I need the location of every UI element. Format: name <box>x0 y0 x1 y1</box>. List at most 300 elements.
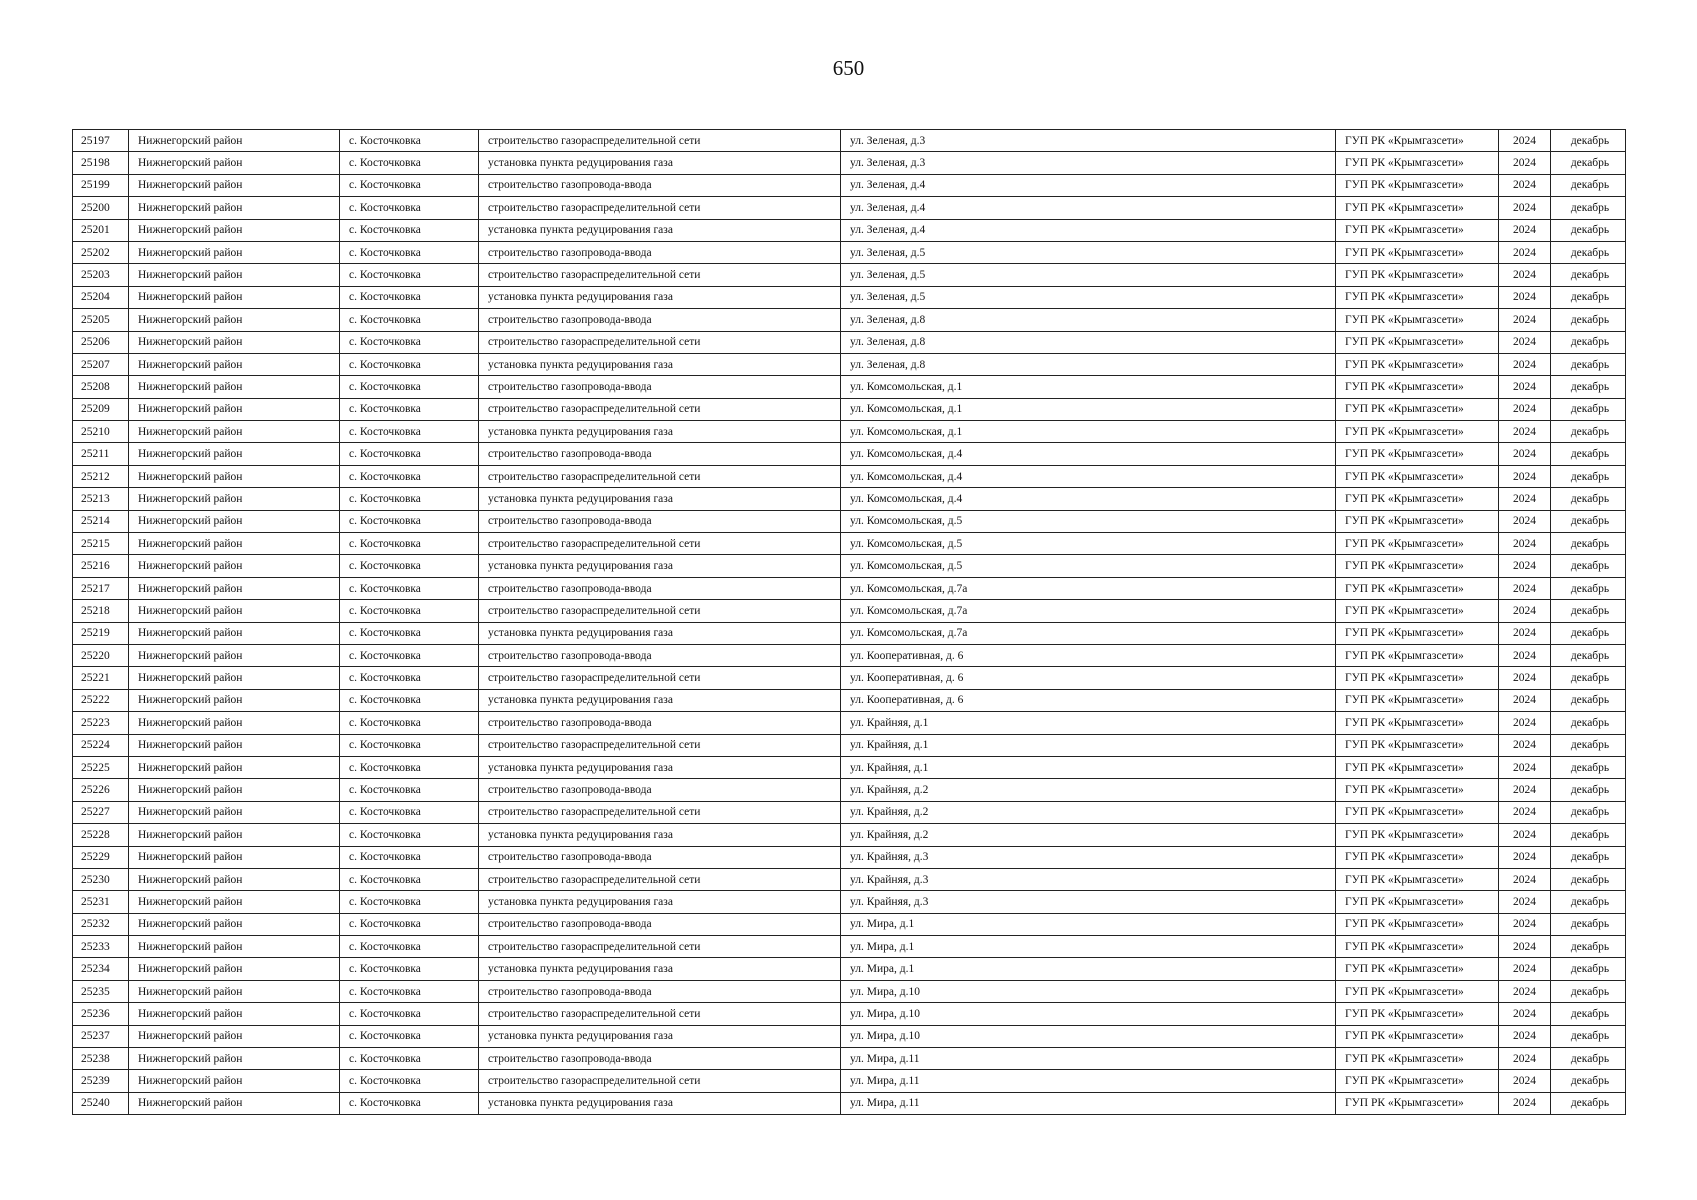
district-cell: Нижнегорский район <box>129 868 340 890</box>
district-cell: Нижнегорский район <box>129 219 340 241</box>
month-cell: декабрь <box>1551 577 1626 599</box>
district-cell: Нижнегорский район <box>129 577 340 599</box>
organization-cell: ГУП РК «Крымгазсети» <box>1336 1092 1499 1114</box>
year-cell: 2024 <box>1499 1070 1551 1092</box>
work-type-cell: строительство газопровода-ввода <box>479 846 841 868</box>
district-cell: Нижнегорский район <box>129 980 340 1002</box>
month-cell: декабрь <box>1551 488 1626 510</box>
work-type-cell: строительство газопровода-ввода <box>479 174 841 196</box>
district-cell: Нижнегорский район <box>129 779 340 801</box>
month-cell: декабрь <box>1551 376 1626 398</box>
year-cell: 2024 <box>1499 712 1551 734</box>
row-number-cell: 25225 <box>73 756 129 778</box>
month-cell: декабрь <box>1551 510 1626 532</box>
address-cell: ул. Зеленая, д.3 <box>841 130 1336 152</box>
organization-cell: ГУП РК «Крымгазсети» <box>1336 734 1499 756</box>
table-row <box>73 398 1626 420</box>
table-row <box>73 443 1626 465</box>
month-cell: декабрь <box>1551 644 1626 666</box>
settlement-cell: с. Косточковка <box>340 779 479 801</box>
row-number-cell: 25220 <box>73 644 129 666</box>
district-cell: Нижнегорский район <box>129 241 340 263</box>
organization-cell: ГУП РК «Крымгазсети» <box>1336 958 1499 980</box>
month-cell: декабрь <box>1551 555 1626 577</box>
work-type-cell: установка пункта редуцирования газа <box>479 555 841 577</box>
address-cell: ул. Комсомольская, д.5 <box>841 555 1336 577</box>
district-cell: Нижнегорский район <box>129 398 340 420</box>
year-cell: 2024 <box>1499 376 1551 398</box>
year-cell: 2024 <box>1499 824 1551 846</box>
address-cell: ул. Мира, д.11 <box>841 1048 1336 1070</box>
settlement-cell: с. Косточковка <box>340 801 479 823</box>
row-number-cell: 25239 <box>73 1070 129 1092</box>
table-row <box>73 152 1626 174</box>
address-cell: ул. Крайняя, д.2 <box>841 779 1336 801</box>
row-number-cell: 25199 <box>73 174 129 196</box>
address-cell: ул. Комсомольская, д.1 <box>841 421 1336 443</box>
year-cell: 2024 <box>1499 1025 1551 1047</box>
settlement-cell: с. Косточковка <box>340 1025 479 1047</box>
month-cell: декабрь <box>1551 734 1626 756</box>
row-number-cell: 25202 <box>73 241 129 263</box>
year-cell: 2024 <box>1499 197 1551 219</box>
work-type-cell: установка пункта редуцирования газа <box>479 891 841 913</box>
organization-cell: ГУП РК «Крымгазсети» <box>1336 555 1499 577</box>
settlement-cell: с. Косточковка <box>340 1048 479 1070</box>
work-type-cell: строительство газораспределительной сети <box>479 734 841 756</box>
address-cell: ул. Комсомольская, д.4 <box>841 443 1336 465</box>
row-number-cell: 25218 <box>73 600 129 622</box>
district-cell: Нижнегорский район <box>129 197 340 219</box>
table-row <box>73 577 1626 599</box>
organization-cell: ГУП РК «Крымгазсети» <box>1336 936 1499 958</box>
organization-cell: ГУП РК «Крымгазсети» <box>1336 219 1499 241</box>
row-number-cell: 25235 <box>73 980 129 1002</box>
row-number-cell: 25234 <box>73 958 129 980</box>
year-cell: 2024 <box>1499 868 1551 890</box>
organization-cell: ГУП РК «Крымгазсети» <box>1336 264 1499 286</box>
organization-cell: ГУП РК «Крымгазсети» <box>1336 488 1499 510</box>
district-cell: Нижнегорский район <box>129 756 340 778</box>
district-cell: Нижнегорский район <box>129 667 340 689</box>
organization-cell: ГУП РК «Крымгазсети» <box>1336 510 1499 532</box>
address-cell: ул. Зеленая, д.5 <box>841 286 1336 308</box>
work-type-cell: строительство газопровода-ввода <box>479 241 841 263</box>
table-row <box>73 891 1626 913</box>
organization-cell: ГУП РК «Крымгазсети» <box>1336 577 1499 599</box>
address-cell: ул. Зеленая, д.8 <box>841 331 1336 353</box>
table-row <box>73 533 1626 555</box>
year-cell: 2024 <box>1499 443 1551 465</box>
address-cell: ул. Крайняя, д.1 <box>841 734 1336 756</box>
row-number-cell: 25208 <box>73 376 129 398</box>
address-cell: ул. Зеленая, д.8 <box>841 353 1336 375</box>
year-cell: 2024 <box>1499 980 1551 1002</box>
table-row <box>73 331 1626 353</box>
table-row <box>73 555 1626 577</box>
month-cell: декабрь <box>1551 174 1626 196</box>
year-cell: 2024 <box>1499 241 1551 263</box>
month-cell: декабрь <box>1551 1025 1626 1047</box>
table-row <box>73 824 1626 846</box>
row-number-cell: 25228 <box>73 824 129 846</box>
organization-cell: ГУП РК «Крымгазсети» <box>1336 1070 1499 1092</box>
work-type-cell: строительство газораспределительной сети <box>479 667 841 689</box>
organization-cell: ГУП РК «Крымгазсети» <box>1336 622 1499 644</box>
district-cell: Нижнегорский район <box>129 174 340 196</box>
row-number-cell: 25238 <box>73 1048 129 1070</box>
month-cell: декабрь <box>1551 1092 1626 1114</box>
work-type-cell: строительство газораспределительной сети <box>479 331 841 353</box>
district-cell: Нижнегорский район <box>129 936 340 958</box>
organization-cell: ГУП РК «Крымгазсети» <box>1336 465 1499 487</box>
settlement-cell: с. Косточковка <box>340 398 479 420</box>
settlement-cell: с. Косточковка <box>340 936 479 958</box>
organization-cell: ГУП РК «Крымгазсети» <box>1336 241 1499 263</box>
organization-cell: ГУП РК «Крымгазсети» <box>1336 1003 1499 1025</box>
organization-cell: ГУП РК «Крымгазсети» <box>1336 533 1499 555</box>
settlement-cell: с. Косточковка <box>340 913 479 935</box>
row-number-cell: 25231 <box>73 891 129 913</box>
work-type-cell: строительство газораспределительной сети <box>479 130 841 152</box>
year-cell: 2024 <box>1499 174 1551 196</box>
district-cell: Нижнегорский район <box>129 1025 340 1047</box>
work-type-cell: строительство газораспределительной сети <box>479 264 841 286</box>
row-number-cell: 25198 <box>73 152 129 174</box>
table-row <box>73 130 1626 152</box>
row-number-cell: 25222 <box>73 689 129 711</box>
district-cell: Нижнегорский район <box>129 443 340 465</box>
table-row <box>73 219 1626 241</box>
month-cell: декабрь <box>1551 197 1626 219</box>
address-cell: ул. Комсомольская, д.7а <box>841 600 1336 622</box>
district-cell: Нижнегорский район <box>129 958 340 980</box>
address-cell: ул. Комсомольская, д.5 <box>841 533 1336 555</box>
work-type-cell: установка пункта редуцирования газа <box>479 421 841 443</box>
organization-cell: ГУП РК «Крымгазсети» <box>1336 891 1499 913</box>
year-cell: 2024 <box>1499 667 1551 689</box>
year-cell: 2024 <box>1499 779 1551 801</box>
table-row <box>73 510 1626 532</box>
month-cell: декабрь <box>1551 1003 1626 1025</box>
organization-cell: ГУП РК «Крымгазсети» <box>1336 913 1499 935</box>
settlement-cell: с. Косточковка <box>340 421 479 443</box>
address-cell: ул. Мира, д.10 <box>841 980 1336 1002</box>
work-type-cell: строительство газораспределительной сети <box>479 936 841 958</box>
address-cell: ул. Кооперативная, д. 6 <box>841 689 1336 711</box>
organization-cell: ГУП РК «Крымгазсети» <box>1336 600 1499 622</box>
gas-works-table <box>72 129 1626 1115</box>
address-cell: ул. Мира, д.10 <box>841 1025 1336 1047</box>
address-cell: ул. Комсомольская, д.7а <box>841 577 1336 599</box>
address-cell: ул. Кооперативная, д. 6 <box>841 667 1336 689</box>
month-cell: декабрь <box>1551 600 1626 622</box>
address-cell: ул. Мира, д.1 <box>841 936 1336 958</box>
settlement-cell: с. Косточковка <box>340 644 479 666</box>
table-row <box>73 1025 1626 1047</box>
year-cell: 2024 <box>1499 465 1551 487</box>
settlement-cell: с. Косточковка <box>340 689 479 711</box>
row-number-cell: 25230 <box>73 868 129 890</box>
table-row <box>73 197 1626 219</box>
settlement-cell: с. Косточковка <box>340 286 479 308</box>
year-cell: 2024 <box>1499 152 1551 174</box>
table-row <box>73 174 1626 196</box>
settlement-cell: с. Косточковка <box>340 577 479 599</box>
work-type-cell: установка пункта редуцирования газа <box>479 286 841 308</box>
row-number-cell: 25226 <box>73 779 129 801</box>
work-type-cell: установка пункта редуцирования газа <box>479 152 841 174</box>
year-cell: 2024 <box>1499 734 1551 756</box>
month-cell: декабрь <box>1551 689 1626 711</box>
month-cell: декабрь <box>1551 958 1626 980</box>
district-cell: Нижнегорский район <box>129 712 340 734</box>
address-cell: ул. Крайняя, д.1 <box>841 756 1336 778</box>
year-cell: 2024 <box>1499 891 1551 913</box>
address-cell: ул. Крайняя, д.2 <box>841 801 1336 823</box>
address-cell: ул. Мира, д.11 <box>841 1070 1336 1092</box>
district-cell: Нижнегорский район <box>129 1070 340 1092</box>
address-cell: ул. Зеленая, д.5 <box>841 264 1336 286</box>
address-cell: ул. Кооперативная, д. 6 <box>841 644 1336 666</box>
organization-cell: ГУП РК «Крымгазсети» <box>1336 152 1499 174</box>
settlement-cell: с. Косточковка <box>340 600 479 622</box>
month-cell: декабрь <box>1551 801 1626 823</box>
work-type-cell: строительство газопровода-ввода <box>479 913 841 935</box>
work-type-cell: установка пункта редуцирования газа <box>479 1025 841 1047</box>
year-cell: 2024 <box>1499 219 1551 241</box>
organization-cell: ГУП РК «Крымгазсети» <box>1336 376 1499 398</box>
table-row <box>73 756 1626 778</box>
address-cell: ул. Крайняя, д.2 <box>841 824 1336 846</box>
work-type-cell: строительство газораспределительной сети <box>479 868 841 890</box>
district-cell: Нижнегорский район <box>129 824 340 846</box>
year-cell: 2024 <box>1499 913 1551 935</box>
month-cell: декабрь <box>1551 241 1626 263</box>
work-type-cell: строительство газопровода-ввода <box>479 779 841 801</box>
row-number-cell: 25232 <box>73 913 129 935</box>
address-cell: ул. Мира, д.11 <box>841 1092 1336 1114</box>
district-cell: Нижнегорский район <box>129 644 340 666</box>
district-cell: Нижнегорский район <box>129 801 340 823</box>
district-cell: Нижнегорский район <box>129 286 340 308</box>
organization-cell: ГУП РК «Крымгазсети» <box>1336 1048 1499 1070</box>
row-number-cell: 25210 <box>73 421 129 443</box>
month-cell: декабрь <box>1551 309 1626 331</box>
table-row <box>73 958 1626 980</box>
district-cell: Нижнегорский район <box>129 421 340 443</box>
district-cell: Нижнегорский район <box>129 913 340 935</box>
row-number-cell: 25237 <box>73 1025 129 1047</box>
organization-cell: ГУП РК «Крымгазсети» <box>1336 846 1499 868</box>
organization-cell: ГУП РК «Крымгазсети» <box>1336 712 1499 734</box>
year-cell: 2024 <box>1499 533 1551 555</box>
address-cell: ул. Крайняя, д.3 <box>841 868 1336 890</box>
district-cell: Нижнегорский район <box>129 533 340 555</box>
settlement-cell: с. Косточковка <box>340 376 479 398</box>
work-type-cell: установка пункта редуцирования газа <box>479 353 841 375</box>
month-cell: декабрь <box>1551 331 1626 353</box>
table-row <box>73 644 1626 666</box>
year-cell: 2024 <box>1499 130 1551 152</box>
year-cell: 2024 <box>1499 846 1551 868</box>
organization-cell: ГУП РК «Крымгазсети» <box>1336 331 1499 353</box>
address-cell: ул. Зеленая, д.4 <box>841 219 1336 241</box>
organization-cell: ГУП РК «Крымгазсети» <box>1336 868 1499 890</box>
work-type-cell: строительство газораспределительной сети <box>479 600 841 622</box>
settlement-cell: с. Косточковка <box>340 465 479 487</box>
settlement-cell: с. Косточковка <box>340 219 479 241</box>
year-cell: 2024 <box>1499 577 1551 599</box>
row-number-cell: 25204 <box>73 286 129 308</box>
table-body <box>73 130 1626 1115</box>
table-row <box>73 488 1626 510</box>
organization-cell: ГУП РК «Крымгазсети» <box>1336 130 1499 152</box>
year-cell: 2024 <box>1499 555 1551 577</box>
district-cell: Нижнегорский район <box>129 1048 340 1070</box>
district-cell: Нижнегорский район <box>129 1003 340 1025</box>
district-cell: Нижнегорский район <box>129 465 340 487</box>
settlement-cell: с. Косточковка <box>340 197 479 219</box>
year-cell: 2024 <box>1499 286 1551 308</box>
table-row <box>73 667 1626 689</box>
month-cell: декабрь <box>1551 667 1626 689</box>
month-cell: декабрь <box>1551 353 1626 375</box>
district-cell: Нижнегорский район <box>129 353 340 375</box>
table-row <box>73 913 1626 935</box>
year-cell: 2024 <box>1499 1092 1551 1114</box>
district-cell: Нижнегорский район <box>129 555 340 577</box>
district-cell: Нижнегорский район <box>129 510 340 532</box>
row-number-cell: 25216 <box>73 555 129 577</box>
district-cell: Нижнегорский район <box>129 1092 340 1114</box>
organization-cell: ГУП РК «Крымгазсети» <box>1336 309 1499 331</box>
address-cell: ул. Комсомольская, д.4 <box>841 488 1336 510</box>
district-cell: Нижнегорский район <box>129 331 340 353</box>
table-row <box>73 868 1626 890</box>
organization-cell: ГУП РК «Крымгазсети» <box>1336 801 1499 823</box>
district-cell: Нижнегорский район <box>129 734 340 756</box>
row-number-cell: 25227 <box>73 801 129 823</box>
settlement-cell: с. Косточковка <box>340 309 479 331</box>
year-cell: 2024 <box>1499 331 1551 353</box>
organization-cell: ГУП РК «Крымгазсети» <box>1336 1025 1499 1047</box>
work-type-cell: установка пункта редуцирования газа <box>479 219 841 241</box>
row-number-cell: 25223 <box>73 712 129 734</box>
settlement-cell: с. Косточковка <box>340 1003 479 1025</box>
table-row <box>73 734 1626 756</box>
table-row <box>73 936 1626 958</box>
month-cell: декабрь <box>1551 824 1626 846</box>
address-cell: ул. Комсомольская, д.4 <box>841 465 1336 487</box>
district-cell: Нижнегорский район <box>129 891 340 913</box>
month-cell: декабрь <box>1551 779 1626 801</box>
district-cell: Нижнегорский район <box>129 130 340 152</box>
month-cell: декабрь <box>1551 756 1626 778</box>
row-number-cell: 25217 <box>73 577 129 599</box>
settlement-cell: с. Косточковка <box>340 130 479 152</box>
work-type-cell: строительство газопровода-ввода <box>479 309 841 331</box>
work-type-cell: строительство газораспределительной сети <box>479 197 841 219</box>
work-type-cell: строительство газопровода-ввода <box>479 644 841 666</box>
organization-cell: ГУП РК «Крымгазсети» <box>1336 824 1499 846</box>
district-cell: Нижнегорский район <box>129 846 340 868</box>
month-cell: декабрь <box>1551 891 1626 913</box>
row-number-cell: 25213 <box>73 488 129 510</box>
district-cell: Нижнегорский район <box>129 689 340 711</box>
work-type-cell: строительство газопровода-ввода <box>479 510 841 532</box>
address-cell: ул. Зеленая, д.8 <box>841 309 1336 331</box>
row-number-cell: 25233 <box>73 936 129 958</box>
table-row <box>73 1048 1626 1070</box>
organization-cell: ГУП РК «Крымгазсети» <box>1336 756 1499 778</box>
month-cell: декабрь <box>1551 130 1626 152</box>
settlement-cell: с. Косточковка <box>340 264 479 286</box>
address-cell: ул. Мира, д.10 <box>841 1003 1336 1025</box>
settlement-cell: с. Косточковка <box>340 331 479 353</box>
organization-cell: ГУП РК «Крымгазсети» <box>1336 667 1499 689</box>
work-type-cell: строительство газораспределительной сети <box>479 1070 841 1092</box>
address-cell: ул. Комсомольская, д.7а <box>841 622 1336 644</box>
month-cell: декабрь <box>1551 936 1626 958</box>
table-row <box>73 779 1626 801</box>
table-row <box>73 309 1626 331</box>
row-number-cell: 25240 <box>73 1092 129 1114</box>
organization-cell: ГУП РК «Крымгазсети» <box>1336 421 1499 443</box>
work-type-cell: строительство газопровода-ввода <box>479 577 841 599</box>
row-number-cell: 25205 <box>73 309 129 331</box>
row-number-cell: 25224 <box>73 734 129 756</box>
settlement-cell: с. Косточковка <box>340 533 479 555</box>
year-cell: 2024 <box>1499 510 1551 532</box>
table-row <box>73 241 1626 263</box>
settlement-cell: с. Косточковка <box>340 756 479 778</box>
work-type-cell: установка пункта редуцирования газа <box>479 488 841 510</box>
work-type-cell: установка пункта редуцирования газа <box>479 689 841 711</box>
row-number-cell: 25219 <box>73 622 129 644</box>
address-cell: ул. Крайняя, д.1 <box>841 712 1336 734</box>
table-row <box>73 801 1626 823</box>
district-cell: Нижнегорский район <box>129 376 340 398</box>
month-cell: декабрь <box>1551 465 1626 487</box>
work-type-cell: строительство газораспределительной сети <box>479 533 841 555</box>
organization-cell: ГУП РК «Крымгазсети» <box>1336 353 1499 375</box>
month-cell: декабрь <box>1551 913 1626 935</box>
row-number-cell: 25211 <box>73 443 129 465</box>
settlement-cell: с. Косточковка <box>340 824 479 846</box>
month-cell: декабрь <box>1551 219 1626 241</box>
work-type-cell: установка пункта редуцирования газа <box>479 756 841 778</box>
organization-cell: ГУП РК «Крымгазсети» <box>1336 398 1499 420</box>
work-type-cell: строительство газораспределительной сети <box>479 398 841 420</box>
month-cell: декабрь <box>1551 622 1626 644</box>
table-row <box>73 421 1626 443</box>
year-cell: 2024 <box>1499 353 1551 375</box>
year-cell: 2024 <box>1499 488 1551 510</box>
settlement-cell: с. Косточковка <box>340 667 479 689</box>
month-cell: декабрь <box>1551 443 1626 465</box>
row-number-cell: 25236 <box>73 1003 129 1025</box>
row-number-cell: 25212 <box>73 465 129 487</box>
table-row <box>73 465 1626 487</box>
table-row <box>73 980 1626 1002</box>
month-cell: декабрь <box>1551 264 1626 286</box>
district-cell: Нижнегорский район <box>129 600 340 622</box>
settlement-cell: с. Косточковка <box>340 891 479 913</box>
month-cell: декабрь <box>1551 398 1626 420</box>
table-row <box>73 622 1626 644</box>
work-type-cell: строительство газопровода-ввода <box>479 376 841 398</box>
